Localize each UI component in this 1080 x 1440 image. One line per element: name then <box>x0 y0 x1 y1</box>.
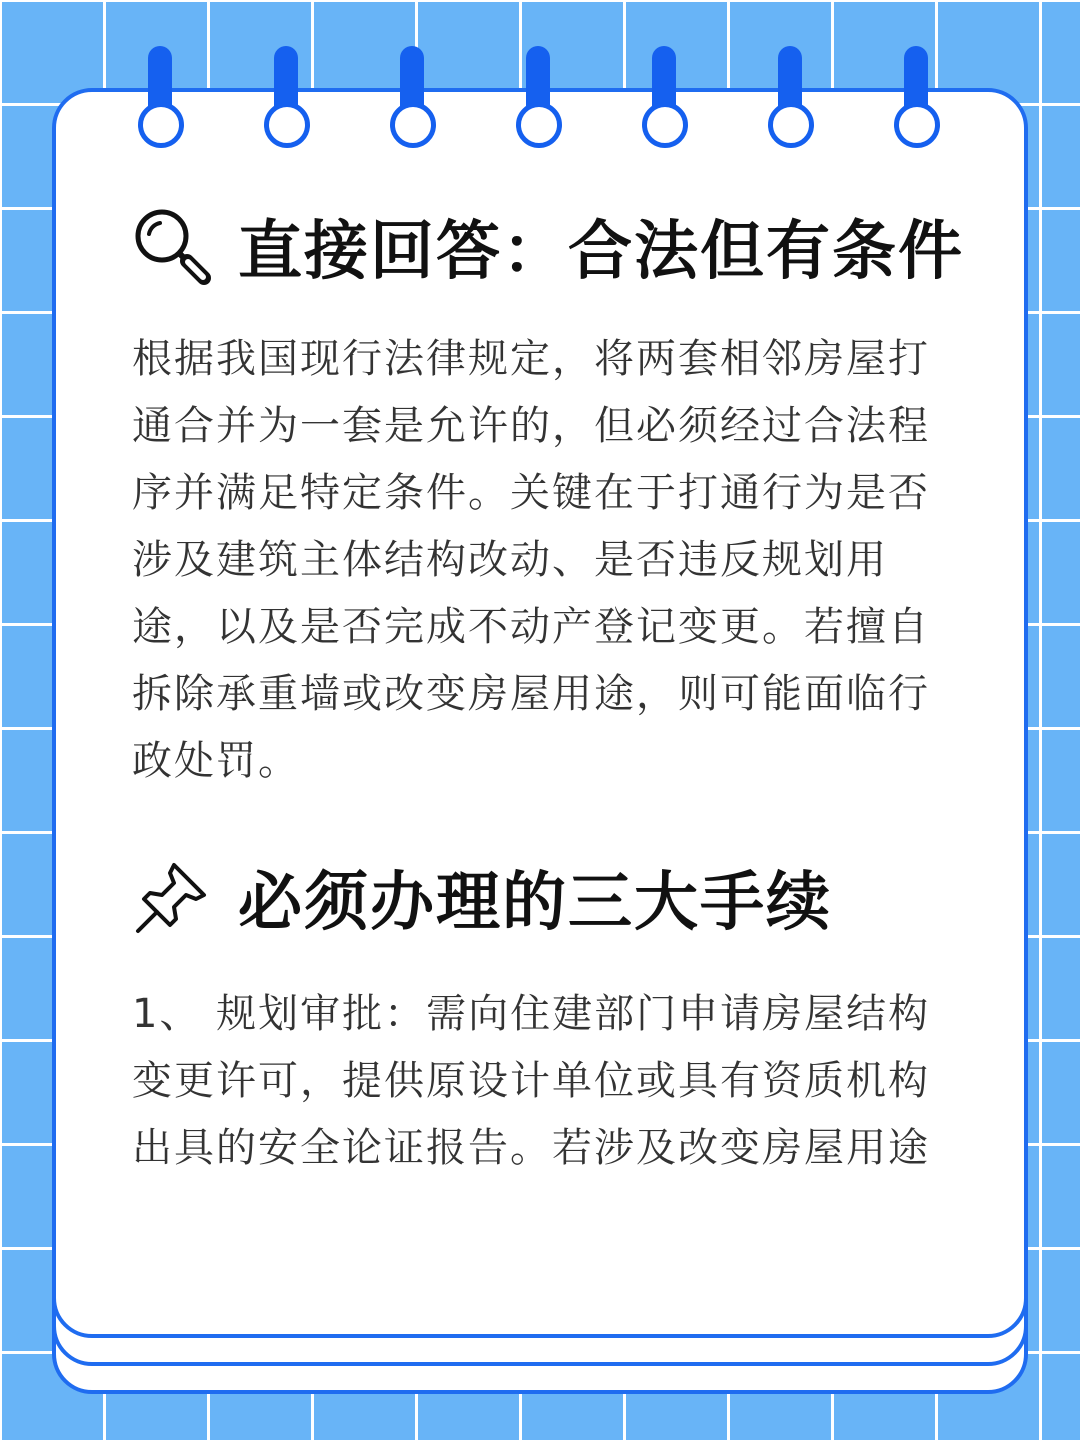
section-paragraph: 1、 规划审批：需向住建部门申请房屋结构变更许可，提供原设计单位或具有资质机构出具的安全论证报告。若涉及改变房屋用途 <box>132 991 931 1171</box>
page-content <box>78 196 978 1182</box>
binder-ring <box>642 46 688 156</box>
binder-ring <box>138 46 184 156</box>
section-heading-direct-answer <box>78 196 978 296</box>
binder-ring <box>894 46 940 156</box>
binder-ring <box>516 46 562 156</box>
magnifier-icon <box>130 204 214 288</box>
binder-ring <box>768 46 814 156</box>
section-paragraph: 根据我国现行法律规定，将两套相邻房屋打通合并为一套是允许的，但必须经过合法程序并满足特定条件。关键在于打通行为是否涉及建筑主体结构改动、是否违反规划用途，以及是否完成不动产登记变更。若擅自拆除承重墙或改变房屋用途，则可能面临行政处罚。 <box>132 336 930 784</box>
binder-ring <box>390 46 436 156</box>
section-title: 必须办理的三大手续 <box>238 866 832 940</box>
section-heading-procedures <box>78 847 978 947</box>
binder-ring <box>264 46 310 156</box>
pushpin-icon <box>130 855 214 939</box>
section-title: 直接回答：合法但有条件 <box>238 215 964 289</box>
